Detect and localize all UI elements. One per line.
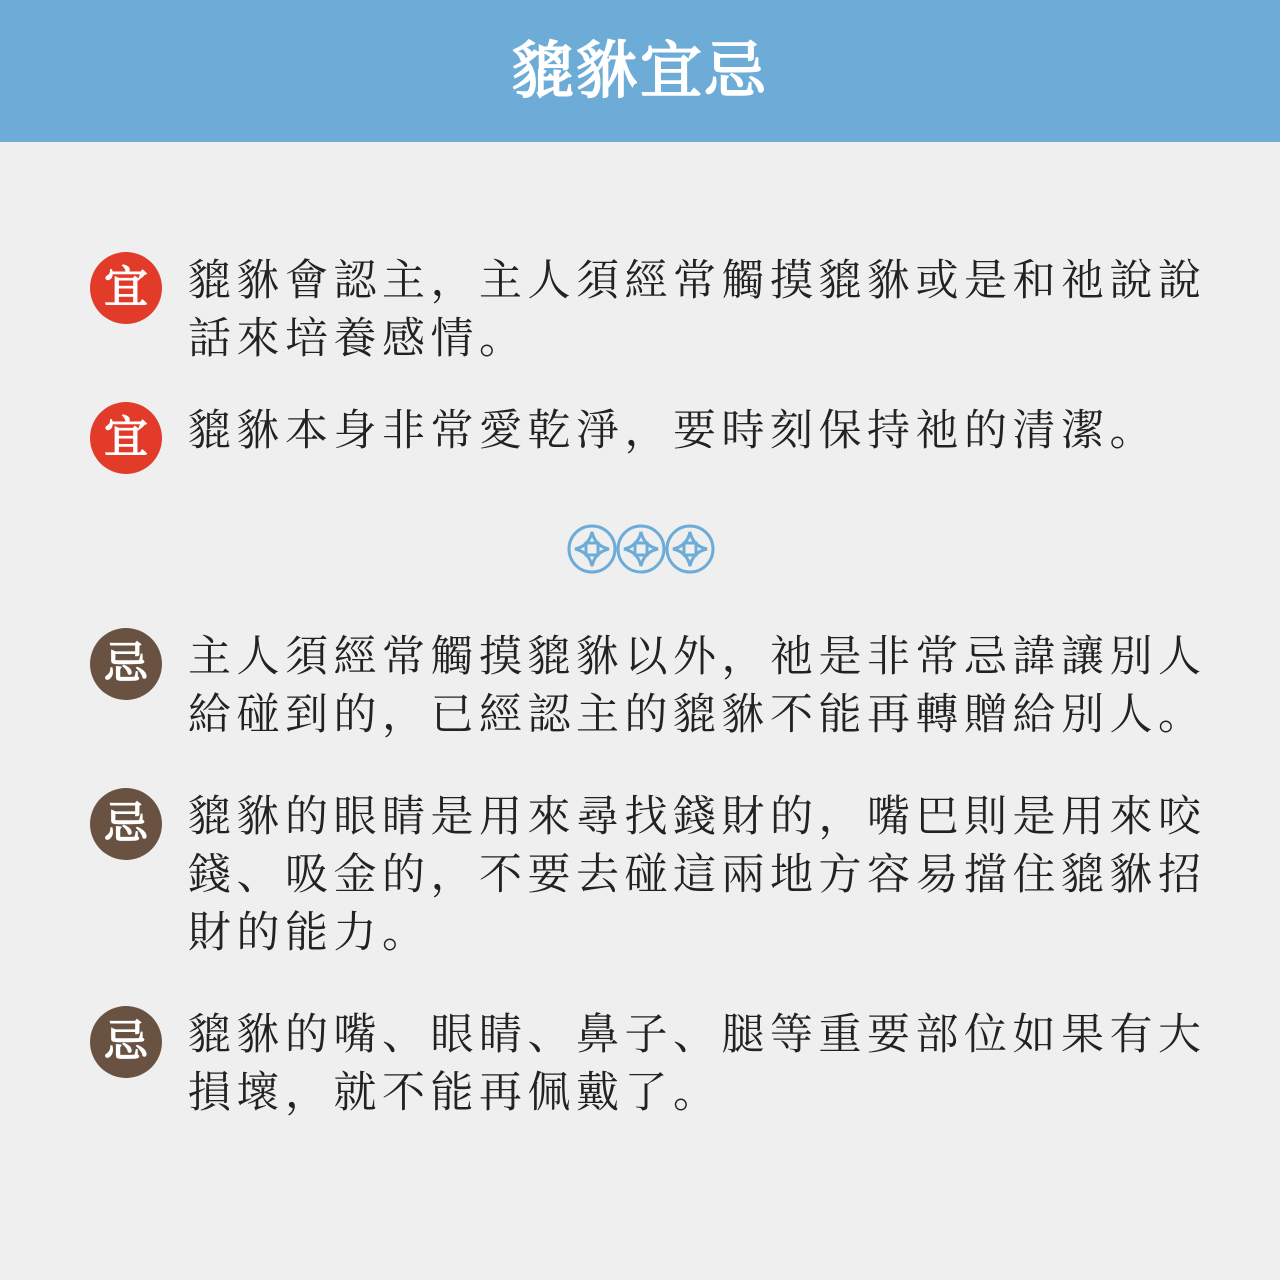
dont-badge: 忌 xyxy=(90,1006,162,1078)
header-bar xyxy=(0,0,1280,142)
do-badge: 宜 xyxy=(90,402,162,474)
chinese-coin-icon xyxy=(569,526,615,572)
page-title: 貔貅宜忌 xyxy=(511,34,768,107)
dont-badge: 忌 xyxy=(90,628,162,700)
dont-badge: 忌 xyxy=(90,788,162,860)
item-text: 貔貅的眼睛是用來尋找錢財的，嘴巴則是用來咬錢、吸金的，不要去碰這兩地方容易擋住貔貅招財的能力。 xyxy=(188,792,1207,958)
item-text: 貔貅本身非常愛乾淨，要時刻保持祂的清潔。 xyxy=(188,406,1158,456)
item-text: 主人須經常觸摸貔貅以外，祂是非常忌諱讓別人給碰到的，已經認主的貔貅不能再轉贈給別人。 xyxy=(188,632,1207,740)
coin-divider xyxy=(566,522,716,576)
chinese-coin-icon xyxy=(618,526,664,572)
item-text: 貔貅的嘴、眼睛、鼻子、腿等重要部位如果有大損壞，就不能再佩戴了。 xyxy=(188,1010,1207,1118)
do-badge: 宜 xyxy=(90,252,162,324)
chinese-coin-icon xyxy=(667,526,713,572)
item-text: 貔貅會認主，主人須經常觸摸貔貅或是和祂說說話來培養感情。 xyxy=(188,256,1207,364)
